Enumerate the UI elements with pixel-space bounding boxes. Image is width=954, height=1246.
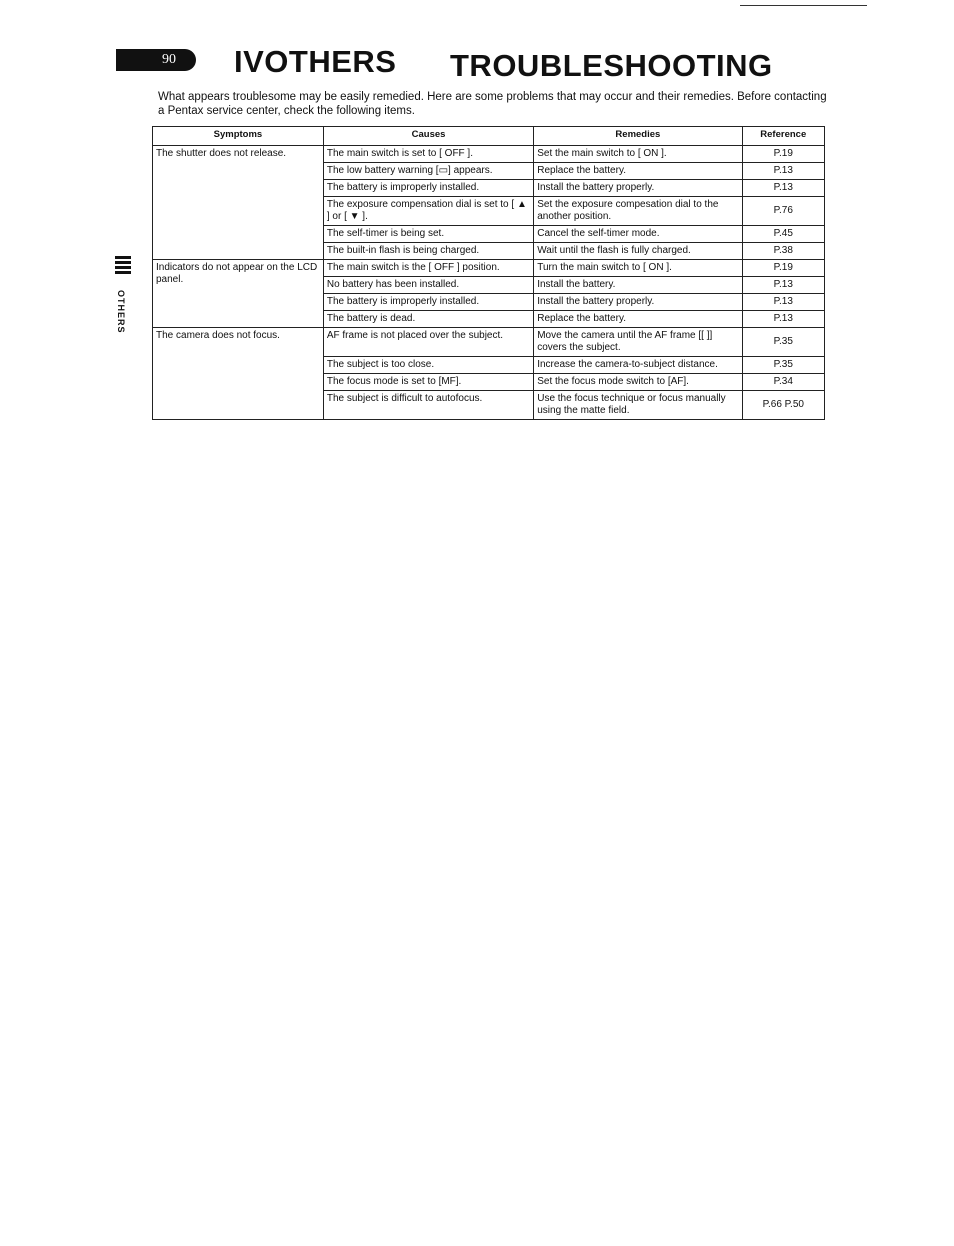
section-title: IVOTHERS — [234, 44, 397, 79]
remedy-cell: Set the exposure compesation dial to the another position. — [534, 197, 742, 226]
cause-cell: The main switch is the [ OFF ] position. — [323, 260, 533, 277]
remedy-cell: Replace the battery. — [534, 163, 742, 180]
reference-cell: P.13 — [742, 180, 824, 197]
remedy-cell: Set the main switch to [ ON ]. — [534, 146, 742, 163]
page-title: TROUBLESHOOTING — [450, 48, 773, 83]
table-header-row — [153, 127, 825, 146]
cause-cell: The battery is improperly installed. — [323, 294, 533, 311]
header-causes: Causes — [323, 127, 533, 146]
reference-cell: P.13 — [742, 294, 824, 311]
reference-cell: P.19 — [742, 146, 824, 163]
header-symptoms: Symptoms — [153, 127, 324, 146]
reference-cell: P.38 — [742, 243, 824, 260]
cause-cell: The subject is too close. — [323, 357, 533, 374]
side-section-label: OTHERS — [116, 290, 126, 334]
remedy-cell: Cancel the self-timer mode. — [534, 226, 742, 243]
table-row — [153, 328, 825, 357]
cause-cell: The focus mode is set to [MF]. — [323, 374, 533, 391]
cause-cell: AF frame is not placed over the subject. — [323, 328, 533, 357]
symptom-cell: Indicators do not appear on the LCD panel. — [153, 260, 324, 328]
cause-cell: The low battery warning [▭] appears. — [323, 163, 533, 180]
cause-cell: The built-in flash is being charged. — [323, 243, 533, 260]
symptom-cell: The shutter does not release. — [153, 146, 324, 260]
remedy-cell: Install the battery. — [534, 277, 742, 294]
cause-cell: The self-timer is being set. — [323, 226, 533, 243]
cause-cell: The subject is difficult to autofocus. — [323, 391, 533, 420]
remedy-cell: Install the battery properly. — [534, 180, 742, 197]
reference-cell: P.76 — [742, 197, 824, 226]
remedy-cell: Turn the main switch to [ ON ]. — [534, 260, 742, 277]
cause-cell: The battery is improperly installed. — [323, 180, 533, 197]
reference-cell: P.35 — [742, 357, 824, 374]
reference-cell: P.13 — [742, 311, 824, 328]
cause-cell: No battery has been installed. — [323, 277, 533, 294]
remedy-cell: Wait until the flash is fully charged. — [534, 243, 742, 260]
reference-cell: P.35 — [742, 328, 824, 357]
table-row — [153, 146, 825, 163]
reference-cell: P.19 — [742, 260, 824, 277]
header-remedies: Remedies — [534, 127, 742, 146]
header-reference: Reference — [742, 127, 824, 146]
remedy-cell: Move the camera until the AF frame [[ ]] covers the subject. — [534, 328, 742, 357]
reference-cell: P.45 — [742, 226, 824, 243]
top-rule — [740, 5, 867, 6]
symptom-cell: The camera does not focus. — [153, 328, 324, 420]
remedy-cell: Increase the camera-to-subject distance. — [534, 357, 742, 374]
cause-cell: The exposure compensation dial is set to [ ▲ ] or [ ▼ ]. — [323, 197, 533, 226]
table-row — [153, 260, 825, 277]
remedy-cell: Set the focus mode switch to [AF]. — [534, 374, 742, 391]
reference-cell: P.66 P.50 — [742, 391, 824, 420]
reference-cell: P.13 — [742, 163, 824, 180]
cause-cell: The main switch is set to [ OFF ]. — [323, 146, 533, 163]
section-tab-marker — [115, 256, 131, 276]
page-number-badge: 90 — [116, 49, 196, 71]
intro-text: What appears troublesome may be easily remedied. Here are some problems that may occur and their remedies. Before contacting a Pentax service center, check the following items. — [158, 91, 827, 117]
remedy-cell: Use the focus technique or focus manually using the matte field. — [534, 391, 742, 420]
cause-cell: The battery is dead. — [323, 311, 533, 328]
reference-cell: P.13 — [742, 277, 824, 294]
remedy-cell: Replace the battery. — [534, 311, 742, 328]
reference-cell: P.34 — [742, 374, 824, 391]
remedy-cell: Install the battery properly. — [534, 294, 742, 311]
troubleshooting-table — [152, 126, 825, 420]
